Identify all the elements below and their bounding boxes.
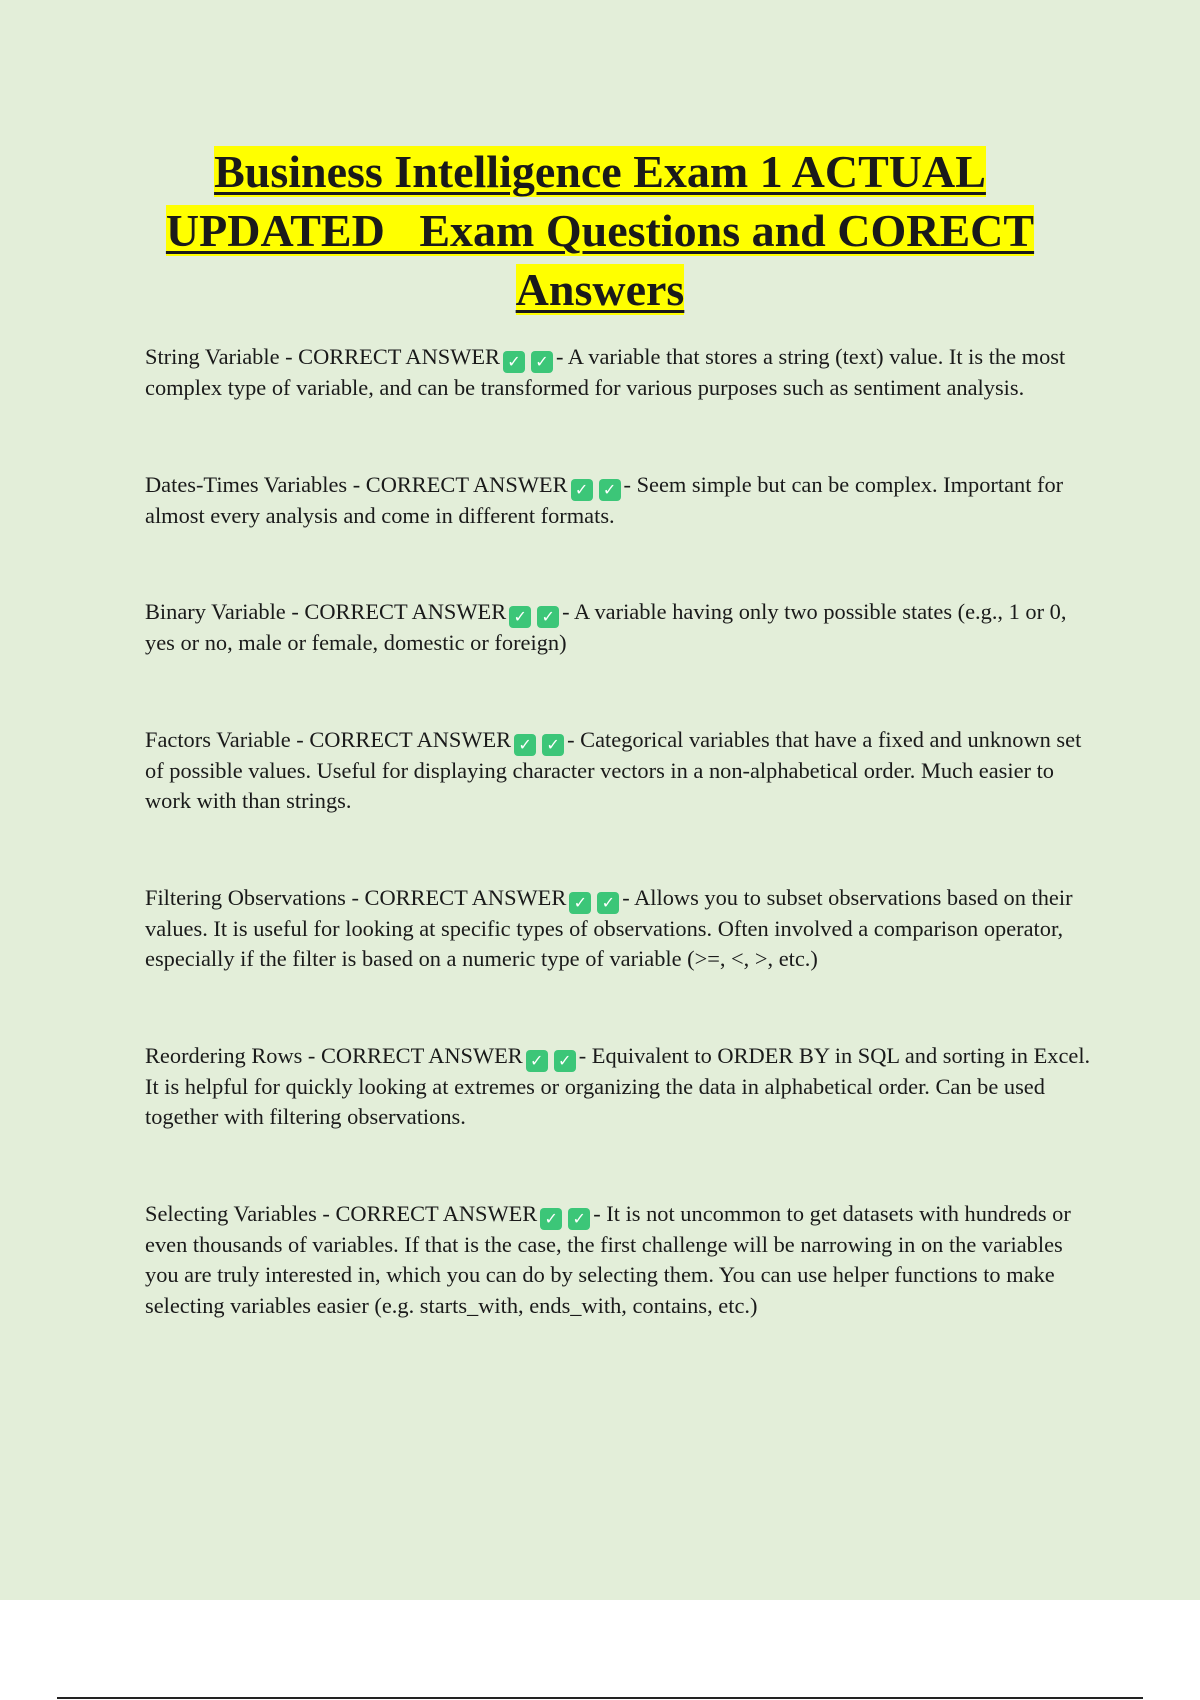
qa-answer: - Seem simple but can be complex. Important for almost every analysis and come in different formats. — [145, 471, 1064, 528]
qa-item-binary-variable — [145, 597, 1095, 659]
check-mark-icon: ✓ — [509, 606, 531, 628]
qa-answer: - It is not uncommon to get datasets with hundreds or even thousands of variables. If that is the case, the first challenge will be narrowing in on the variables you are truly interested in, which you can do by selecting them. You can use helper functions to make selecting variables easier (e.g. starts_with, ends_with, contains, etc.) — [145, 1200, 1071, 1318]
check-mark-icon: ✓ — [526, 1050, 548, 1072]
check-mark-icon: ✓ — [531, 351, 553, 373]
footer-divider — [57, 1697, 1143, 1699]
check-mark-icon: ✓ — [554, 1050, 576, 1072]
qa-answer: - A variable having only two possible states (e.g., 1 or 0, yes or no, male or female, domestic or foreign) — [145, 599, 1067, 655]
title-line-3: Answers — [515, 264, 685, 315]
check-mark-icon: ✓ — [540, 1208, 562, 1230]
qa-term: Factors Variable - CORRECT ANSWER — [145, 726, 512, 752]
qa-list — [145, 342, 1095, 1387]
qa-item-selecting-variables — [145, 1199, 1095, 1322]
check-mark-icon: ✓ — [569, 892, 591, 914]
qa-term: Dates-Times Variables - CORRECT ANSWER — [145, 471, 568, 497]
qa-answer: - A variable that stores a string (text) value. It is the most complex type of variable, and can be transformed for various purposes such as sentiment analysis. — [145, 344, 1066, 400]
check-mark-icon: ✓ — [537, 606, 559, 628]
qa-term: String Variable - CORRECT ANSWER — [145, 344, 500, 369]
check-mark-icon: ✓ — [568, 1208, 590, 1230]
title-line-2: UPDATED Exam Questions and CORECT — [165, 205, 1035, 256]
qa-term: Selecting Variables - CORRECT ANSWER — [145, 1200, 538, 1226]
qa-item-filtering-observations — [145, 883, 1095, 975]
qa-item-dates-times-variables — [145, 470, 1095, 532]
qa-item-factors-variable — [145, 725, 1095, 817]
qa-answer: - Categorical variables that have a fixed and unknown set of possible values. Useful for displaying character vectors in a non-alphabetical order. Much easier to work with than strings. — [145, 726, 1082, 813]
qa-term: Reordering Rows - CORRECT ANSWER — [145, 1042, 523, 1068]
check-mark-icon: ✓ — [514, 734, 536, 756]
qa-answer: - Allows you to subset observations based on their values. It is useful for looking at specific types of observations. Often involved a comparison operator, especially if the filter is based on a numeric type of variable (>=, <, >, etc.) — [145, 884, 1073, 971]
check-mark-icon: ✓ — [571, 479, 593, 501]
qa-term: Binary Variable - CORRECT ANSWER — [145, 599, 507, 624]
check-mark-icon: ✓ — [599, 479, 621, 501]
qa-answer: - Equivalent to ORDER BY in SQL and sorting in Excel. It is helpful for quickly looking at extremes or organizing the data in alphabetical order. Can be used together with filtering observations. — [145, 1042, 1091, 1129]
qa-term: Filtering Observations - CORRECT ANSWER — [145, 884, 567, 910]
check-mark-icon: ✓ — [542, 734, 564, 756]
qa-item-reordering-rows — [145, 1041, 1095, 1133]
check-mark-icon: ✓ — [503, 351, 525, 373]
title-line-1: Business Intelligence Exam 1 ACTUAL — [214, 146, 986, 197]
document-title — [100, 142, 1100, 319]
qa-item-string-variable — [145, 342, 1095, 404]
check-mark-icon: ✓ — [597, 892, 619, 914]
